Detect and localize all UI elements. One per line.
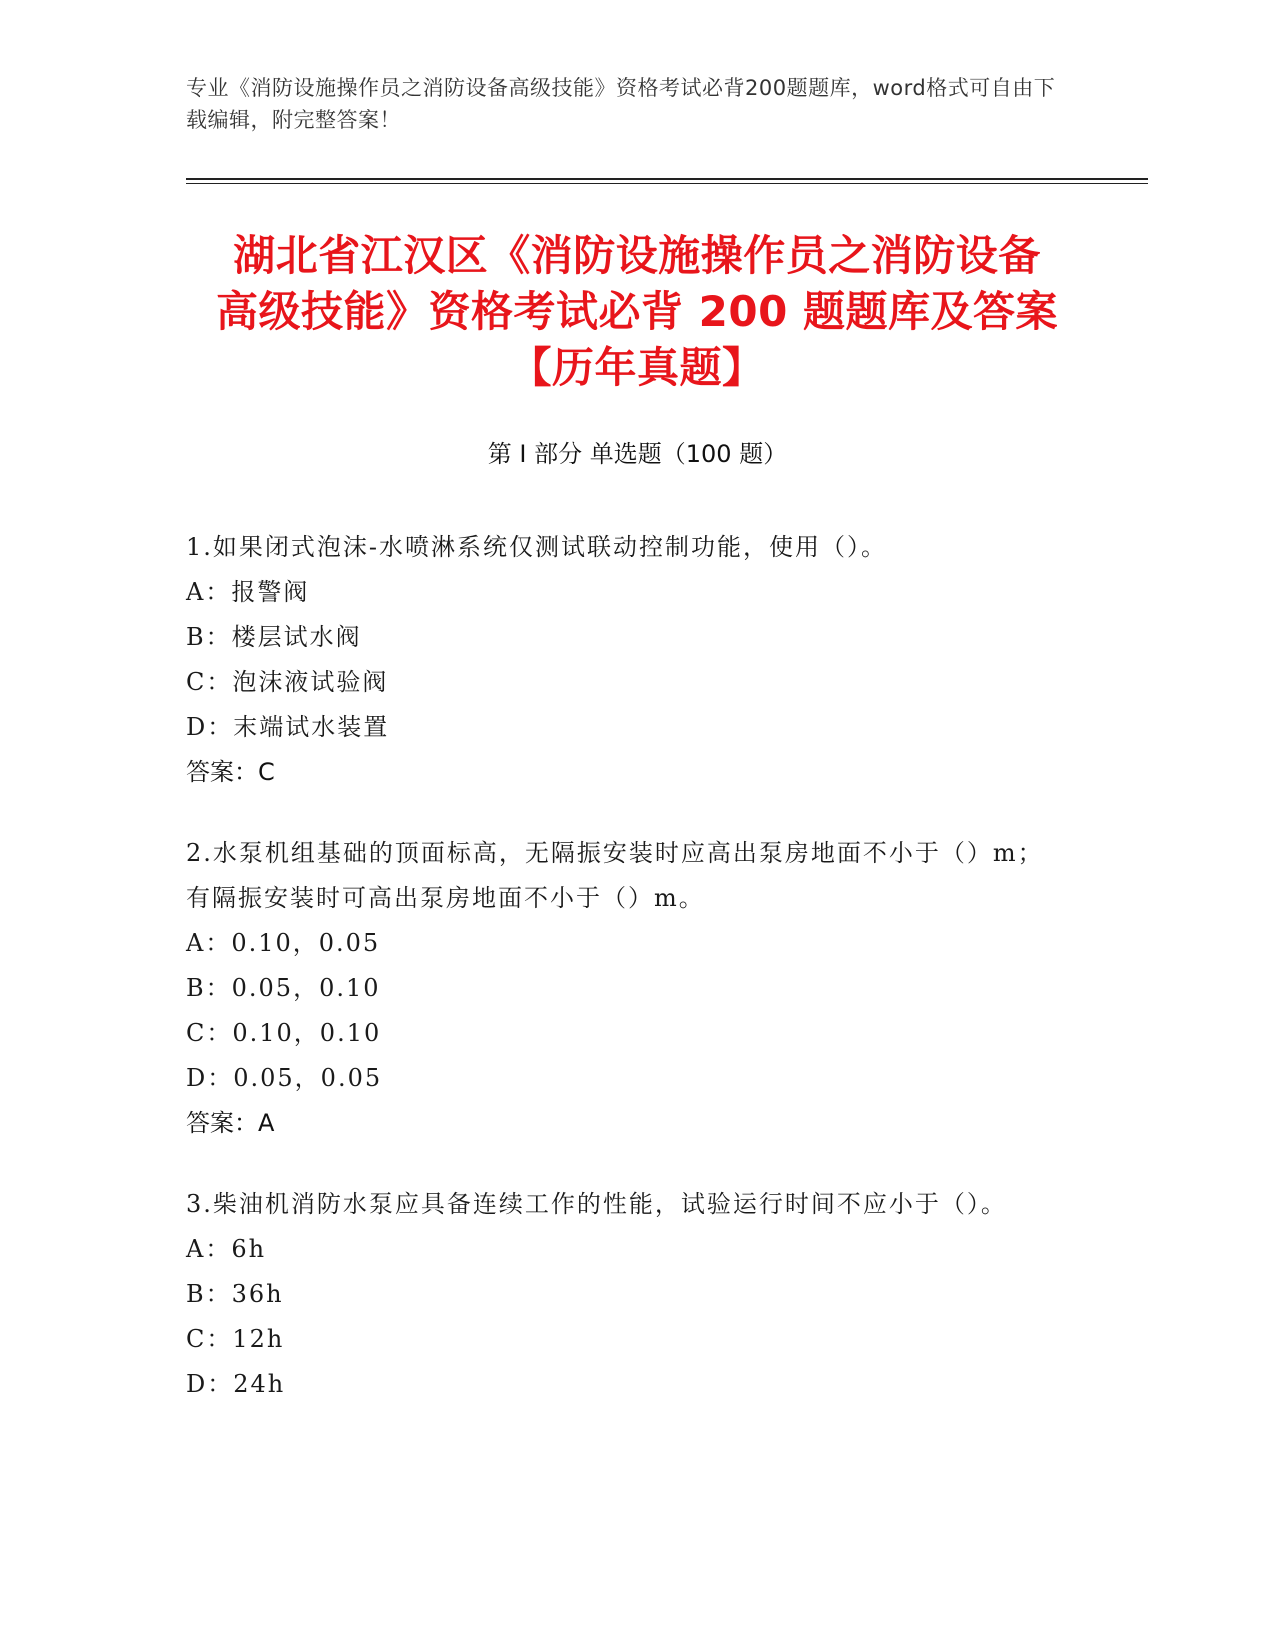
option-a: A：6h (186, 1235, 267, 1263)
question-item (186, 1182, 1066, 1407)
question-item (186, 831, 1066, 1146)
option-c: C：12h (186, 1325, 285, 1353)
document-title-line-3: 【历年真题】 (509, 343, 765, 392)
option-c: C：泡沫液试验阀 (186, 668, 389, 696)
option-d: D：末端试水装置 (186, 713, 390, 741)
option-b: B：0.05，0.10 (186, 974, 381, 1002)
option-d: D：0.05，0.05 (186, 1064, 383, 1092)
answer-line: 答案：A (186, 1109, 275, 1137)
answer-line: 答案：C (186, 758, 275, 786)
question-stem: 3.柴油机消防水泵应具备连续工作的性能，试验运行时间不应小于（）。 (186, 1190, 1007, 1218)
question-item (186, 525, 1066, 795)
header-divider-thick (186, 178, 1148, 180)
option-a: A：0.10，0.05 (186, 929, 381, 957)
header-divider-thin (186, 183, 1148, 184)
option-d: D：24h (186, 1370, 286, 1398)
option-b: B：楼层试水阀 (186, 623, 362, 651)
header-note: 专业《消防设施操作员之消防设备高级技能》资格考试必背200题题库，word格式可自由下载编辑，附完整答案！ (186, 76, 1056, 132)
document-title-line-2: 高级技能》资格考试必背 200 题题库及答案 (216, 287, 1058, 336)
option-b: B：36h (186, 1280, 284, 1308)
section-heading: 第 I 部分 单选题（100 题） (487, 440, 788, 468)
document-title (186, 228, 1088, 396)
question-list (186, 525, 1066, 1443)
option-a: A：报警阀 (186, 578, 310, 606)
question-stem: 1.如果闭式泡沫-水喷淋系统仅测试联动控制功能，使用（）。 (186, 533, 888, 561)
document-title-line-1: 湖北省江汉区《消防设施操作员之消防设备 (233, 231, 1041, 280)
option-c: C：0.10，0.10 (186, 1019, 382, 1047)
question-stem: 2.水泵机组基础的顶面标高，无隔振安装时应高出泵房地面不小于（）m；有隔振安装时可高出泵房地面不小于（）m。 (186, 839, 1044, 912)
